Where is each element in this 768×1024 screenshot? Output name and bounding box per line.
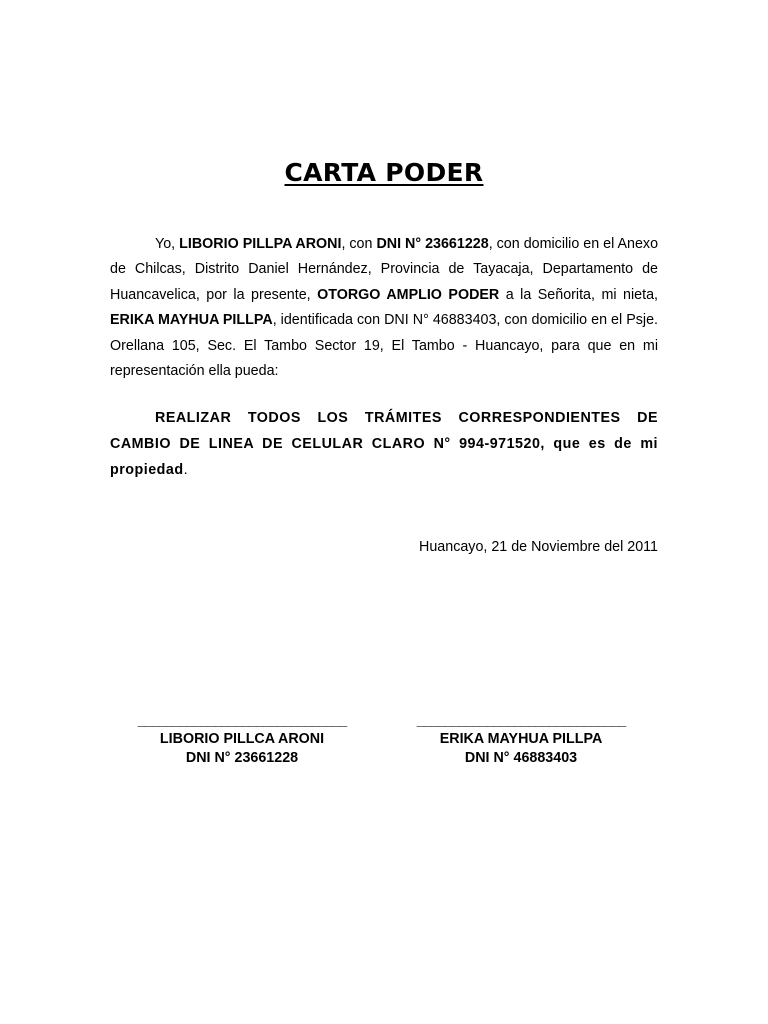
date-line: Huancayo, 21 de Noviembre del 2011 [419,539,658,555]
power-grant-paragraph [110,232,658,384]
signature-line: ______________________________ [137,714,347,729]
grantee-name: ERIKA MAYHUA PILLPA [110,312,273,329]
text-run: a la Señorita, mi nieta, [499,286,658,303]
grantor-name: LIBORIO PILLPA ARONI [179,236,342,252]
grantor-dni: DNI N° 23661228 [376,236,489,252]
signature-block-grantee [401,714,641,768]
signer-name: LIBORIO PILLCA ARONI [159,731,325,747]
document-title: CARTA PODER [284,158,484,187]
purpose-text: REALIZAR TODOS LOS TRÁMITES CORRESPONDIENTES DE CAMBIO DE LINEA DE CELULAR CLARO N° 994-971520, que es de mi propiedad [110,410,658,478]
text-run: Yo, [155,236,180,252]
text-run: , con [341,236,377,252]
text-run: , con domicilio en el Anexo de Chilcas, Distrito Daniel Hernández, Provincia de Tayacaja, Departamento de Huancavelica, por la presente, [110,236,659,303]
signer-dni: DNI N° 46883403 [464,750,578,766]
signature-line: ______________________________ [416,714,626,729]
signer-dni: DNI N° 23661228 [185,750,299,766]
grant-phrase: OTORGO AMPLIO PODER [317,286,500,303]
purpose-paragraph [110,405,658,483]
text-run: , identificada con DNI N° 46883403, con domicilio en el Psje. Orellana 105, Sec. El Tambo Sector 19, El Tambo - Huancayo, para que en mi representación ella pueda: [110,312,658,380]
signature-block-grantor [122,714,362,768]
text-run: . [183,462,189,478]
signer-name: ERIKA MAYHUA PILLPA [439,731,603,747]
